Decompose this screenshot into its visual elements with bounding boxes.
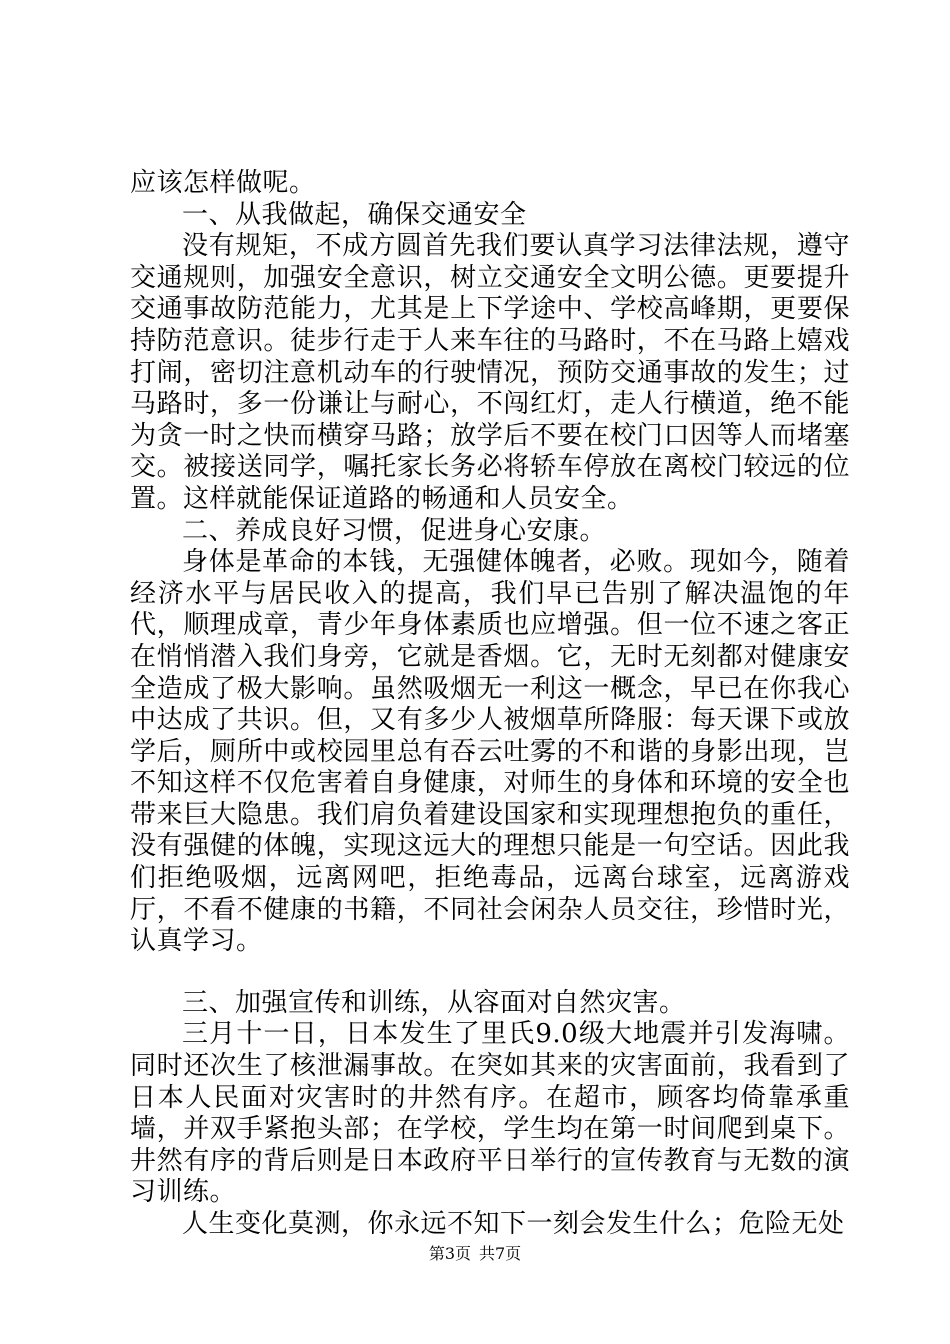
section-heading-1: 一、从我做起，确保交通安全 xyxy=(182,199,527,230)
paragraph-traffic-safety: 没有规矩，不成方圆首先我们要认真学习法律法规，遵守交通规则，加强安全意识，树立交通安全文明公德。更要提升交通事故防范能力，尤其是上下学途中、学校高峰期，更要保持防范意识。徒步行走于人来车往的马路时，不在马路上嬉戏打闹，密切注意机动车的行驶情况，预防交通事故的发生；过马路时，多一份谦让与耐心，不闯红灯，走人行横道，绝不能为贪一时之快而横穿马路；放学后不要在校门口因等人而堵塞交。被接送同学，嘱托家长务必将轿车停放在离校门较远的位置。这样就能保证道路的畅通和人员安全。 xyxy=(130,231,850,514)
paragraph-continuation: 应该怎样做呢。 xyxy=(130,168,316,198)
page-footer xyxy=(0,1244,950,1264)
paragraph-life-changes: 人生变化莫测，你永远不知下一刻会发生什么；危险无处 xyxy=(182,1209,845,1239)
paragraph-natural-disaster: 三月十一日，日本发生了里氏9.0级大地震并引发海啸。同时还次生了核泄漏事故。在突如其来的灾害面前，我看到了日本人民面对灾害时的井然有序。在超市，顾客均倚靠承重墙，并双手紧抱头部；在学校，学生均在第一时间爬到桌下。井然有序的背后则是日本政府平日举行的宣传教育与无数的演习训练。 xyxy=(130,1019,850,1208)
section-heading-2: 二、养成良好习惯，促进身心安康。 xyxy=(182,515,607,546)
paragraph-health-habits: 身体是革命的本钱，无强健体魄者，必败。现如今，随着经济水平与居民收入的提高，我们早已告别了解决温饱的年代，顺理成章，青少年身体素质也应增强。但一位不速之客正在悄悄潜入我们身旁，它就是香烟。它，无时无刻都对健康安全造成了极大影响。虽然吸烟无一利这一概念，早已在你我心中达成了共识。但，又有多少人被烟草所降服：每天课下或放学后，厕所中或校园里总有吞云吐雾的不和谐的身影出现，岂不知这样不仅危害着自身健康，对师生的身体和环境的安全也带来巨大隐患。我们肩负着建设国家和实现理想抱负的重任，没有强健的体魄，实现这远大的理想只能是一句空话。因此我们拒绝吸烟，远离网吧，拒绝毒品，远离台球室，远离游戏厅，不看不健康的书籍，不同社会闲杂人员交往，珍惜时光，认真学习。 xyxy=(130,547,850,957)
page-number: 第3页 xyxy=(428,1244,471,1263)
paragraph-spacer xyxy=(130,958,850,988)
section-heading-3: 三、加强宣传和训练，从容面对自然灾害。 xyxy=(182,987,686,1018)
document-body xyxy=(130,168,850,1241)
page-total: 共7页 xyxy=(479,1244,522,1263)
